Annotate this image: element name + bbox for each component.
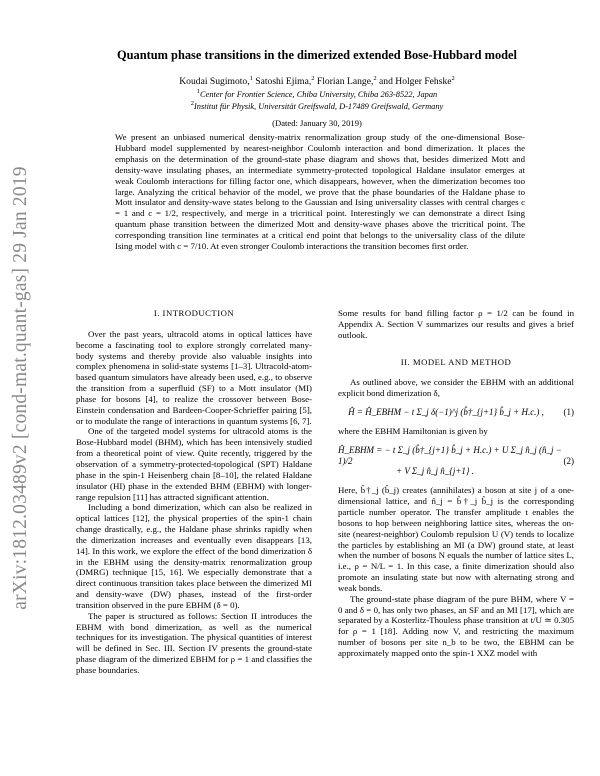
author-affiliation-mark: 2	[311, 75, 315, 82]
paragraph: One of the targeted model systems for ultracold atoms is the Bose-Hubbard model (BHM), which has been intensively studied from a theoretical point of view. Quite recently, triggered by the observation of a symmetry-protected-topological (SPT) Haldane phase in the spin-1 Heisenberg chain [8–10], the related Haldane insulator (HI) phase in the extended BHM (EBHM) with longer-range repulsion [11] has attracted significant attention.	[76, 426, 312, 502]
paragraph: Over the past years, ultracold atoms in optical lattices have become a fascinating tool to explore strongly correlated many-body systems and thereby provide also valuable insights into complex phenomena in solid-state systems [1–3]. Ultracold-atom-based quantum simulators have already been used, e.g., to observe the transition from a superfluid (SF) to a Mott insulator (MI) phase for bosons [4], to realize the crossover between Bose-Einstein condensation and Bardeen-Cooper-Schrieffer pairing [5], or to modulate the range of interactions in quantum systems [6, 7].	[76, 328, 312, 426]
paragraph: The paper is structured as follows: Section II introduces the EBHM with bond dimerization, as well as the numerical techniques for its investigation. The physical quantities of interest will be defined in Sec. III. Section IV presents the ground-state phase diagram of the dimerized EBHM for ρ = 1 and classifies the phase boundaries.	[76, 610, 312, 675]
right-column	[338, 308, 574, 659]
author-affiliation-mark: 2	[451, 75, 455, 82]
paragraph: Some results for band filling factor ρ = 1/2 can be found in Appendix A. Section V summarizes our results and gives a brief outlook.	[338, 308, 574, 340]
author-name: Satoshi Ejima,	[255, 76, 312, 88]
section-heading-introduction: I. INTRODUCTION	[153, 308, 235, 318]
arxiv-sidebar	[0, 0, 42, 776]
paper-title: Quantum phase transitions in the dimerized extended Bose-Hubbard model	[117, 48, 517, 62]
affiliation-text: Center for Frontier Science, Chiba University, Chiba 263-8522, Japan	[200, 89, 438, 99]
equation-line: + V Σ_j n̂_j n̂_{j+1} .	[396, 466, 475, 477]
paragraph: where the EBHM Hamiltonian is given by	[338, 425, 488, 436]
equation-line: Ĥ_EBHM = − t Σ_j (b̂†_{j+1} b̂_j + H.c.) + U Σ_j n̂_j (n̂_j − 1)/2	[338, 444, 562, 466]
author-list	[60, 75, 574, 87]
equation-2	[338, 445, 574, 478]
equation-1	[338, 407, 574, 418]
paragraph: Here, b̂†_j (b̂_j) creates (annihilates) a boson at site j of a one-dimensional lattice, and n̂_j = b̂†_j b̂_j is the corresponding particle number operator. The transfer amplitude t enables the bosons to hop between neighboring lattice sites, whereas the on-site (nearest-neighbor) Coulomb repulsion U (V) tends to localize the particles by establishing an MI (a DW) ground state, at least when the number of bosons N equals the number of lattice sites L, i.e., ρ = N/L = 1. In this case, a finite dimerization should also promote an insulating state but now with alternating strong and weak bonds.	[338, 485, 574, 593]
equation-number: (1)	[563, 407, 574, 418]
equation-number: (2)	[563, 455, 574, 466]
date-line: (Dated: January 30, 2019)	[272, 118, 362, 128]
author-name: Florian Lange,	[316, 76, 374, 88]
author-name: Koudai Sugimoto,	[179, 76, 250, 88]
left-column	[76, 308, 312, 676]
arxiv-identifier: arXiv:1812.03489v2 [cond-mat.quant-gas] 29 Jan 2019	[10, 166, 31, 610]
author-affiliation-mark: 1	[249, 75, 253, 82]
abstract: We present an unbiased numerical density-matrix renormalization group study of the one-dimensional Bose-Hubbard model supplemented by nearest-neighbor Coulomb interaction and bond dimerization. It places the emphasis on the determination of the ground-state phase diagram and shows that, besides dimerized Mott and density-wave insulating phases, an intermediate symmetry-protected topological Haldane insulator emerges at weak Coulomb interactions for filling factor one, which disappears, however, when the dimerization becomes too large. Analyzing the critical behavior of the model, we prove that the phase boundaries of the Haldane phase to Mott insulator and density-wave states belong to the Gaussian and Ising universality classes with central charges c = 1 and c = 1/2, respectively, and merge in a tricritical point. Interestingly we can demonstrate a direct Ising quantum phase transition between the dimerized Mott and density-wave phases above the tricritical point. The corresponding transition line terminates at a critical end point that belongs to the universality class of the dilute Ising model with c = 7/10. At even stronger Coulomb interactions the transition becomes first order.	[115, 132, 525, 252]
equation-body: Ĥ = Ĥ_EBHM − t Σ_j δ(−1)^j (b̂†_{j+1} b̂_j + H.c.) ,	[348, 407, 544, 418]
affiliation-mark: 2	[190, 100, 195, 107]
paragraph: As outlined above, we consider the EBHM with an additional explicit bond dimerization δ,	[338, 377, 574, 399]
author-affiliation-mark: 2	[373, 75, 377, 82]
affiliation-2	[60, 100, 574, 111]
author-name: and Holger Fehske	[379, 76, 452, 88]
section-heading-model-and-method: II. MODEL AND METHOD	[400, 356, 512, 367]
affiliation-mark: 1	[196, 88, 201, 95]
affiliation-text: Institut für Physik, Universität Greifswald, D-17489 Greifswald, Germany	[194, 101, 444, 111]
paragraph: The ground-state phase diagram of the pure BHM, where V = 0 and δ = 0, has only two phases, an SF and an MI [17], which are separated by a Kosterlitz-Thouless phase transition at t/U ≃ 0.305 for ρ = 1 [18]. Adding now V, and restricting the maximum number of bosons per site n_b to be two, the EBHM can be approximately mapped onto the spin-1 XXZ model with	[338, 593, 574, 658]
paragraph: Including a bond dimerization, which can also be realized in optical lattices [12], the physical properties of the spin-1 chain change drastically, e.g., the Haldane phase shrinks rapidly when the dimerization increases and eventually even disappears [13, 14]. In this work, we explore the effect of the bond dimerization δ in the EBHM using the density-matrix renormalization group (DMRG) technique [15, 16]. We especially demonstrate that a direct continuous transition takes place between the dimerized MI and density-wave (DW) phases, instead of the first-order transition observed in the pure EBHM (δ = 0).	[76, 502, 312, 610]
affiliation-1	[60, 88, 574, 99]
